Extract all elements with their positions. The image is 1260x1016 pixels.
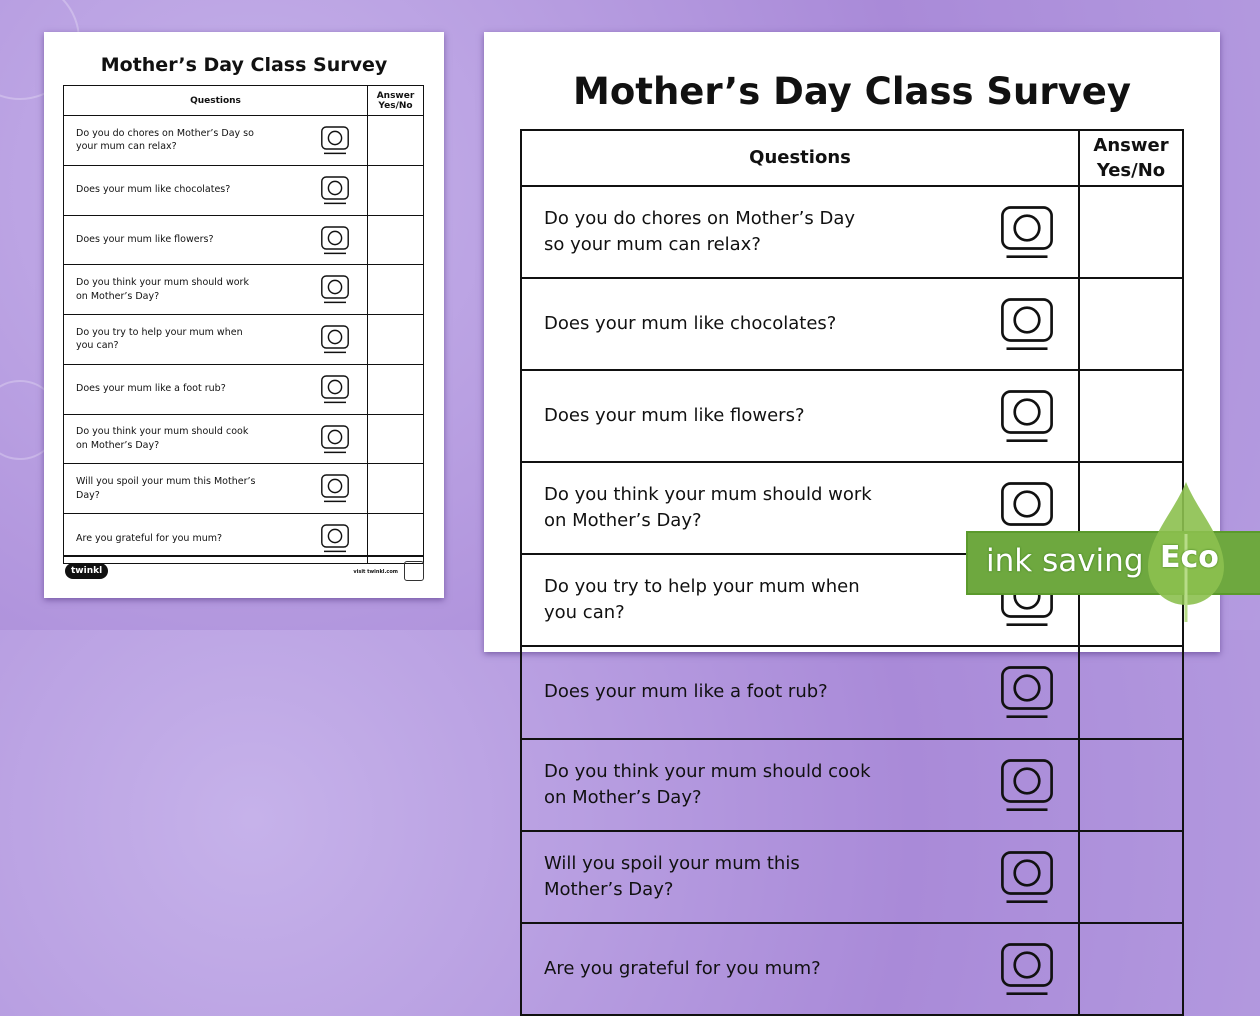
preview-page-thumbnail xyxy=(44,32,444,598)
question-cell xyxy=(64,315,368,365)
question-text: Do you try to help your mum when you can? xyxy=(76,326,243,352)
table-row xyxy=(64,315,424,365)
table-row xyxy=(64,165,424,215)
frying-pan-icon xyxy=(986,740,1068,830)
question-text: Does your mum like flowers? xyxy=(544,405,805,427)
answer-cell[interactable] xyxy=(1079,646,1183,738)
answer-cell[interactable] xyxy=(368,315,424,365)
question-cell xyxy=(64,364,368,414)
question-cell xyxy=(521,646,1079,738)
table-row xyxy=(521,923,1183,1015)
question-cell xyxy=(64,116,368,166)
vacuum-cleaner-icon xyxy=(986,187,1068,277)
questions-header: Questions xyxy=(521,130,1079,186)
answer-cell[interactable] xyxy=(368,364,424,414)
table-row xyxy=(521,370,1183,462)
table-row xyxy=(64,265,424,315)
question-text: Are you grateful for you mum? xyxy=(76,532,223,544)
questions-header: Questions xyxy=(64,86,368,116)
question-cell xyxy=(64,414,368,464)
footer xyxy=(63,555,424,576)
question-text: Do you do chores on Mother’s Day so your mum can relax? xyxy=(544,207,856,256)
table-row xyxy=(521,831,1183,923)
worker-with-drill-icon xyxy=(313,265,357,314)
question-cell xyxy=(64,215,368,265)
quality-badge-icon xyxy=(404,561,424,581)
answer-cell[interactable] xyxy=(1079,739,1183,831)
question-text: Are you grateful for you mum? xyxy=(544,957,821,979)
answer-cell[interactable] xyxy=(1079,186,1183,278)
visit-link: visit twinkl.com xyxy=(353,569,398,575)
mum-and-child-icon xyxy=(986,832,1068,922)
question-cell xyxy=(521,831,1079,923)
table-row xyxy=(521,278,1183,370)
flower-icon xyxy=(313,216,357,265)
question-cell xyxy=(521,739,1079,831)
answer-cell[interactable] xyxy=(1079,923,1183,1015)
vacuum-cleaner-icon xyxy=(313,116,357,165)
answer-cell[interactable] xyxy=(1079,831,1183,923)
table-row xyxy=(64,215,424,265)
question-text: Does your mum like flowers? xyxy=(76,234,214,246)
question-text: Does your mum like chocolates? xyxy=(76,184,231,196)
table-row xyxy=(521,739,1183,831)
question-text: Do you think your mum should work on Mother’s Day? xyxy=(76,276,249,302)
answer-cell[interactable] xyxy=(1079,278,1183,370)
table-row xyxy=(64,464,424,514)
answer-cell[interactable] xyxy=(368,215,424,265)
answer-header: Answer Yes/No xyxy=(1079,130,1183,186)
question-cell xyxy=(521,278,1079,370)
thank-you-note-icon xyxy=(986,924,1068,1014)
answer-cell[interactable] xyxy=(368,414,424,464)
question-text: Does your mum like a foot rub? xyxy=(76,383,226,395)
question-text: Do you do chores on Mother’s Day so your mum can relax? xyxy=(76,127,254,153)
table-row xyxy=(521,186,1183,278)
table-row xyxy=(521,646,1183,738)
question-text: Do you try to help your mum when you can? xyxy=(544,576,860,624)
question-cell xyxy=(521,370,1079,462)
table-row xyxy=(64,364,424,414)
question-cell xyxy=(64,464,368,514)
feet-icon xyxy=(313,365,357,414)
question-text: Does your mum like chocolates? xyxy=(544,313,837,335)
question-text: Will you spoil your mum this Mother’s Day? xyxy=(76,475,256,501)
mum-and-child-icon xyxy=(313,464,357,513)
question-text: Will you spoil your mum this Mother’s Day? xyxy=(544,852,800,900)
table-row xyxy=(64,116,424,166)
frying-pan-icon xyxy=(313,415,357,464)
chocolate-box-icon xyxy=(313,166,357,215)
question-text: Does your mum like a foot rub? xyxy=(544,681,828,703)
child-with-basket-icon xyxy=(313,315,357,364)
page-title: Mother’s Day Class Survey xyxy=(573,70,1131,113)
feet-icon xyxy=(986,647,1068,737)
question-cell xyxy=(521,923,1079,1015)
page-title: Mother’s Day Class Survey xyxy=(100,54,388,76)
chocolate-box-icon xyxy=(986,279,1068,369)
twinkl-logo: twinkl xyxy=(65,563,108,579)
question-text: Do you think your mum should work on Mother’s Day? xyxy=(544,484,872,532)
answer-cell[interactable] xyxy=(368,265,424,315)
answer-cell[interactable] xyxy=(368,116,424,166)
table-row xyxy=(64,414,424,464)
answer-cell[interactable] xyxy=(1079,370,1183,462)
question-cell xyxy=(521,186,1079,278)
answer-cell[interactable] xyxy=(368,464,424,514)
question-text: Do you think your mum should cook on Mother’s Day? xyxy=(76,426,249,451)
question-text: Do you think your mum should cook on Mother’s Day? xyxy=(544,760,871,808)
question-cell xyxy=(64,165,368,215)
ink-saving-label: ink saving xyxy=(986,543,1144,579)
eco-badge-label: Eco xyxy=(1160,540,1219,575)
survey-table xyxy=(63,85,424,564)
answer-header: Answer Yes/No xyxy=(368,86,424,116)
flower-icon xyxy=(986,371,1068,461)
answer-cell[interactable] xyxy=(368,165,424,215)
question-cell xyxy=(64,265,368,315)
